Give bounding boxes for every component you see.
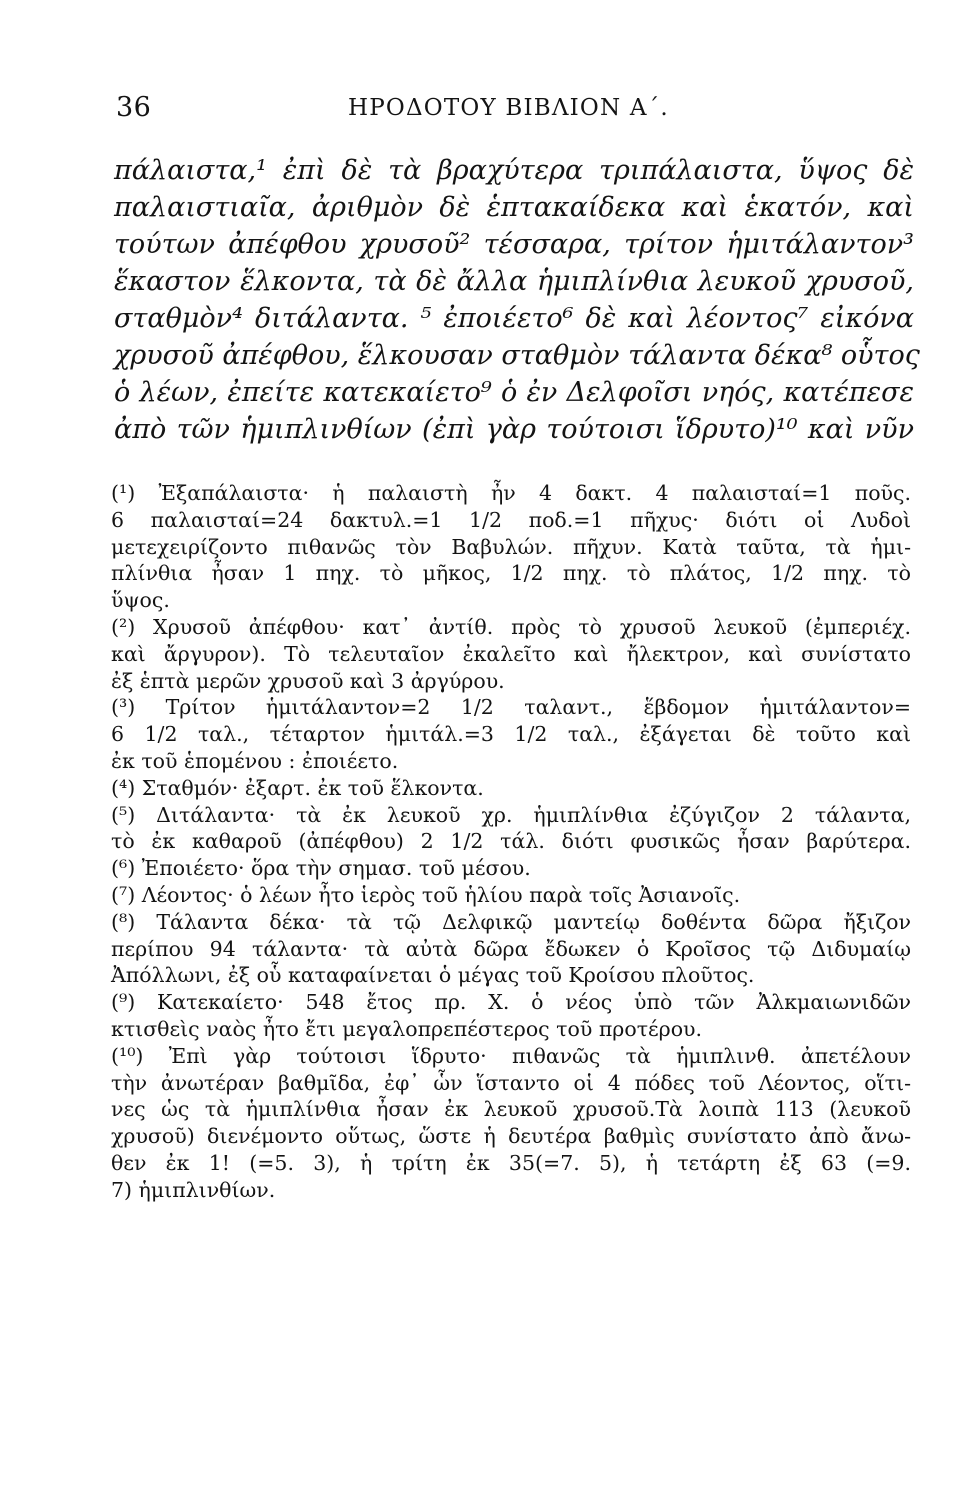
footnote-line: (²) Χρυσοῦ ἀπέφθου· κατ᾽ ἀντίθ. πρὸς τὸ χρυσοῦ λευκοῦ (ἐμπεριέχ.	[111, 614, 911, 639]
footnote-line: 7) ἡμιπλινθίων.	[111, 1177, 276, 1202]
main-text-line: σταθμὸν⁴ διτάλαντα. ⁵ ἐποιέετο⁶ δὲ καὶ λέοντος⁷ εἰκόνα	[114, 303, 914, 334]
footnote-line: (¹⁰) Ἐπὶ γὰρ τούτοισι ἵδρυτο· πιθανῶς τὰ ἡμιπλινθ. ἀπετέλουν	[111, 1043, 911, 1068]
footnote-line: (³) Τρίτον ἡμιτάλαντον=2 1/2 ταλαντ., ἕβδομον ἡμιτάλαντον=	[111, 695, 911, 720]
footnote-line: Ἀπόλλωνι, ἐξ οὗ καταφαίνεται ὁ μέγας τοῦ Κροίσου πλοῦτος.	[111, 963, 755, 988]
main-text-line: ὁ λέων, ἐπείτε κατεκαίετο⁹ ὁ ἐν Δελφοῖσι νηός, κατέπεσε	[114, 377, 914, 408]
footnote-line: 6 παλαισταί=24 δακτυλ.=1 1/2 ποδ.=1 πῆχυς· διότι οἱ Λυδοὶ	[111, 507, 911, 532]
main-text-line: παλαιστιαῖα, ἀριθμὸν δὲ ἑπτακαίδεκα καὶ ἑκατόν, καὶ	[114, 192, 914, 223]
footnote-line: χρυσοῦ) διενέμοντο οὕτως, ὥστε ἡ δευτέρα βαθμὶς συνίστατο ἀπὸ ἄνω-	[111, 1124, 911, 1149]
footnote-line: τὴν ἀνωτέραν βαθμῖδα, ἐφ᾽ ὧν ἵσταντο οἱ 4 πόδες τοῦ Λέοντος, οἵτι-	[111, 1070, 911, 1095]
footnote-line: 6 1/2 ταλ., τέταρτον ἡμιτάλ.=3 1/2 ταλ., ἐξάγεται δὲ τοῦτο καὶ	[111, 722, 911, 747]
main-text-line: ἕκαστον ἕλκοντα, τὰ δὲ ἄλλα ἡμιπλίνθια λευκοῦ χρυσοῦ,	[114, 266, 914, 297]
main-text-line: χρυσοῦ ἀπέφθου, ἕλκουσαν σταθμὸν τάλαντα δέκα⁸ οὗτος	[114, 340, 920, 371]
footnote-line: πλίνθια ἦσαν 1 πηχ. τὸ μῆκος, 1/2 πηχ. τὸ πλάτος, 1/2 πηχ. τὸ	[111, 561, 911, 586]
footnote-line: νες ὡς τὰ ἡμιπλίνθια ἦσαν ἐκ λευκοῦ χρυσοῦ.Τὰ λοιπὰ 113 (λευκοῦ	[111, 1097, 911, 1122]
footnote-line: θεν ἐκ 1! (=5. 3), ἡ τρίτη ἐκ 35(=7. 5), ἡ τετάρτη ἐξ 63 (=9.	[111, 1150, 911, 1175]
footnote-line: (⁵) Διτάλαντα· τὰ ἐκ λευκοῦ χρ. ἡμιπλίνθια ἐζύγιζον 2 τάλαντα,	[111, 802, 911, 827]
footnote-line: (⁶) Ἐποιέετο· ὅρα τὴν σημασ. τοῦ μέσου.	[111, 856, 531, 881]
footnote-line: ὕψος.	[111, 588, 170, 613]
footnote-line: ἐκ τοῦ ἑπομένου : ἐποιέετο.	[111, 748, 399, 773]
footnote-line: (⁴) Σταθμόν· ἐξαρτ. ἐκ τοῦ ἕλκοντα.	[111, 775, 484, 800]
footnote-line: ἐξ ἑπτὰ μερῶν χρυσοῦ καὶ 3 ἀργύρου.	[111, 668, 505, 693]
page-number: 36	[116, 92, 152, 123]
footnote-line: (⁹) Κατεκαίετο· 548 ἔτος πρ. Χ. ὁ νέος ὑπὸ τῶν Ἀλκμαιωνιδῶν	[111, 990, 911, 1015]
footnote-line: (⁷) Λέοντος· ὁ λέων ἦτο ἱερὸς τοῦ ἡλίου παρὰ τοῖς Ἀσιανοῖς.	[111, 882, 741, 907]
footnote-line: κτισθεὶς ναὸς ἦτο ἔτι μεγαλοπρεπέστερος τοῦ προτέρου.	[111, 1016, 703, 1041]
footnotes-block	[111, 480, 911, 1204]
main-text-line: ἀπὸ τῶν ἡμιπλινθίων (ἐπὶ γὰρ τούτοισι ἵδρυτο)¹⁰ καὶ νῦν	[114, 414, 914, 445]
main-text-line: τούτων ἀπέφθου χρυσοῦ² τέσσαρα, τρίτον ἡμιτάλαντον³	[114, 229, 914, 260]
footnote-line: μετεχειρίζοντο πιθανῶς τὸν Βαβυλών. πῆχυν. Κατὰ ταῦτα, τὰ ἡμι-	[111, 534, 911, 559]
footnote-line: περίπου 94 τάλαντα· τὰ αὐτὰ δῶρα ἔδωκεν ὁ Κροῖσος τῷ Διδυμαίῳ	[111, 936, 911, 961]
running-header	[112, 92, 912, 132]
main-text-line: πάλαιστα,¹ ἐπὶ δὲ τὰ βραχύτερα τριπάλαιστα, ὕψος δὲ	[114, 155, 914, 186]
footnote-line: καὶ ἄργυρον). Τὸ τελευταῖον ἐκαλεῖτο καὶ ἤλεκτρον, καὶ συνίστατο	[111, 641, 911, 666]
footnote-line: (⁸) Τάλαντα δέκα· τὰ τῷ Δελφικῷ μαντείῳ δοθέντα δῶρα ἤξιζον	[111, 909, 911, 934]
main-text-block	[114, 152, 920, 448]
footnote-line: τὸ ἐκ καθαροῦ (ἀπέφθου) 2 1/2 τάλ. διότι φυσικῶς ἦσαν βαρύτερα.	[111, 829, 911, 854]
footnote-line: (¹) Ἐξαπάλαιστα· ἡ παλαιστὴ ἦν 4 δακτ. 4 παλαισταί=1 ποῦς.	[111, 481, 911, 505]
running-title: ΗΡΟΔΟΤΟΥ ΒΙΒΛΙΟΝ Α΄.	[348, 95, 669, 121]
